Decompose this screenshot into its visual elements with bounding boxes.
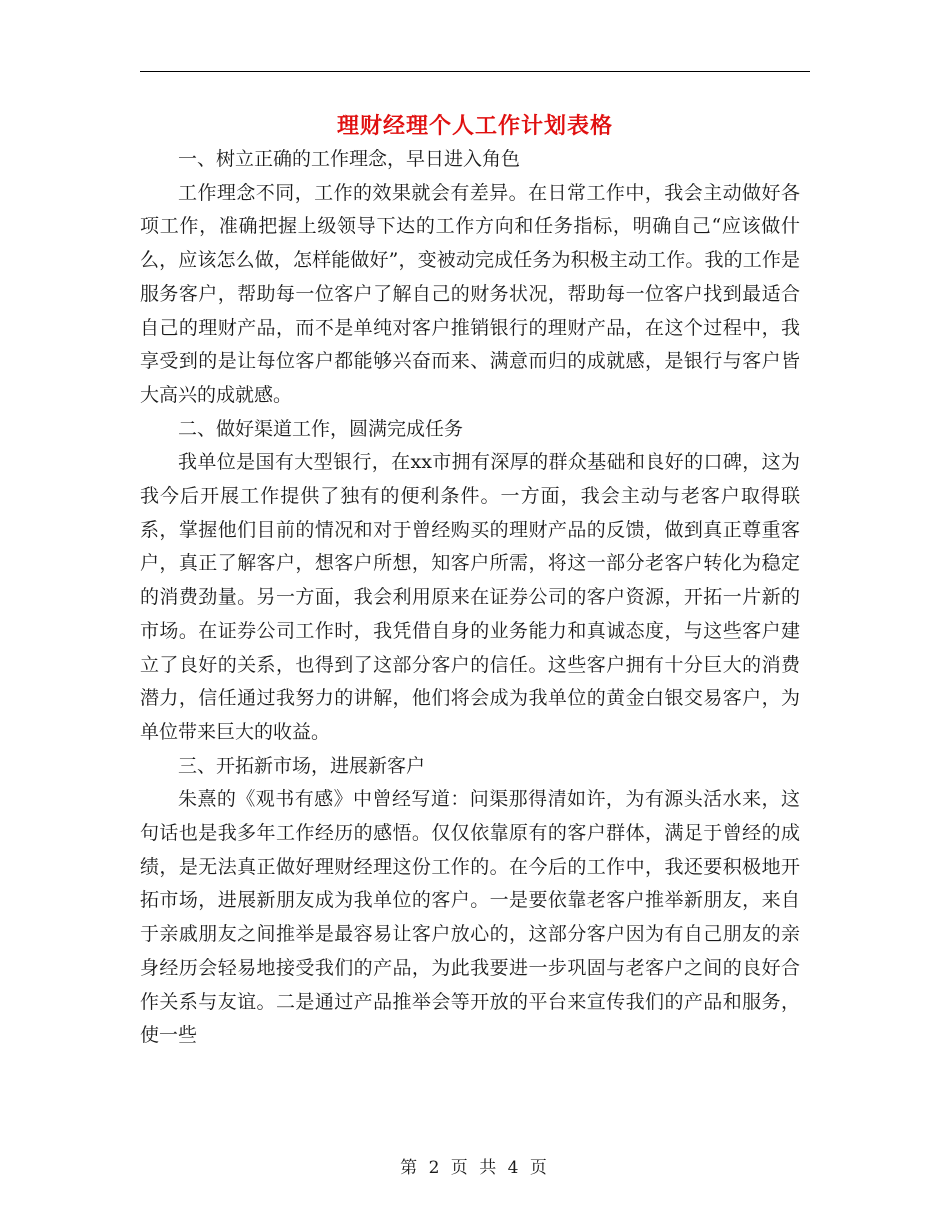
body-paragraph-1: 工作理念不同，工作的效果就会有差异。在日常工作中，我会主动做好各项工作，准确把握上级领导下达的工作方向和任务指标，明确自己“应该做什么，应该怎么做，怎样能做好”，变被动完成任务为积极主动工作。我的工作是服务客户，帮助每一位客户了解自己的财务状况，帮助每一位客户找到最适合自己的理财产品，而不是单纯对客户推销银行的理财产品，在这个过程中，我享受到的是让每位客户都能够兴奋而来、满意而归的成就感，是银行与客户皆大高兴的成就感。 bbox=[140, 181, 800, 406]
section-heading-3: 三、开拓新市场，进展新客户 bbox=[178, 754, 426, 777]
body-paragraph-3: 朱熹的《观书有感》中曾经写道：问渠那得清如许，为有源头活水来，这句话也是我多年工作经历的感悟。仅仅依靠原有的客户群体，满足于曾经的成绩，是无法真正做好理财经理这份工作的。在今后的工作中，我还要积极地开拓市场，进展新朋友成为我单位的客户。一是要依靠老客户推举新朋友，来自于亲戚朋友之间推举是最容易让客户放心的，这部分客户因为有自己朋友的亲身经历会轻易地接受我们的产品，为此我要进一步巩固与老客户之间的良好合作关系与友谊。二是通过产品推举会等开放的平台来宣传我们的产品和服务，使一些 bbox=[140, 788, 800, 1047]
header-rule bbox=[140, 71, 810, 72]
body-paragraph-2: 我单位是国有大型银行，在xx市拥有深厚的群众基础和良好的口碑，这为我今后开展工作提供了独有的便利条件。一方面，我会主动与老客户取得联系，掌握他们目前的情况和对于曾经购买的理财产品的反馈，做到真正尊重客户，真正了解客户，想客户所想，知客户所需，将这一部分老客户转化为稳定的消费劲量。另一方面，我会利用原来在证券公司的客户资源，开拓一片新的市场。在证券公司工作时，我凭借自身的业务能力和真诚态度，与这些客户建立了良好的关系，也得到了这部分客户的信任。这些客户拥有十分巨大的消费潜力，信任通过我努力的讲解，他们将会成为我单位的黄金白银交易客户，为单位带来巨大的收益。 bbox=[140, 451, 800, 743]
document-body bbox=[140, 143, 800, 1053]
document-title: 理财经理个人工作计划表格 bbox=[336, 113, 613, 139]
section-heading-2: 二、做好渠道工作，圆满完成任务 bbox=[178, 417, 464, 440]
section-heading-1: 一、树立正确的工作理念，早日进入角色 bbox=[178, 148, 521, 170]
page-number: 第 2 页 共 4 页 bbox=[400, 1158, 550, 1178]
